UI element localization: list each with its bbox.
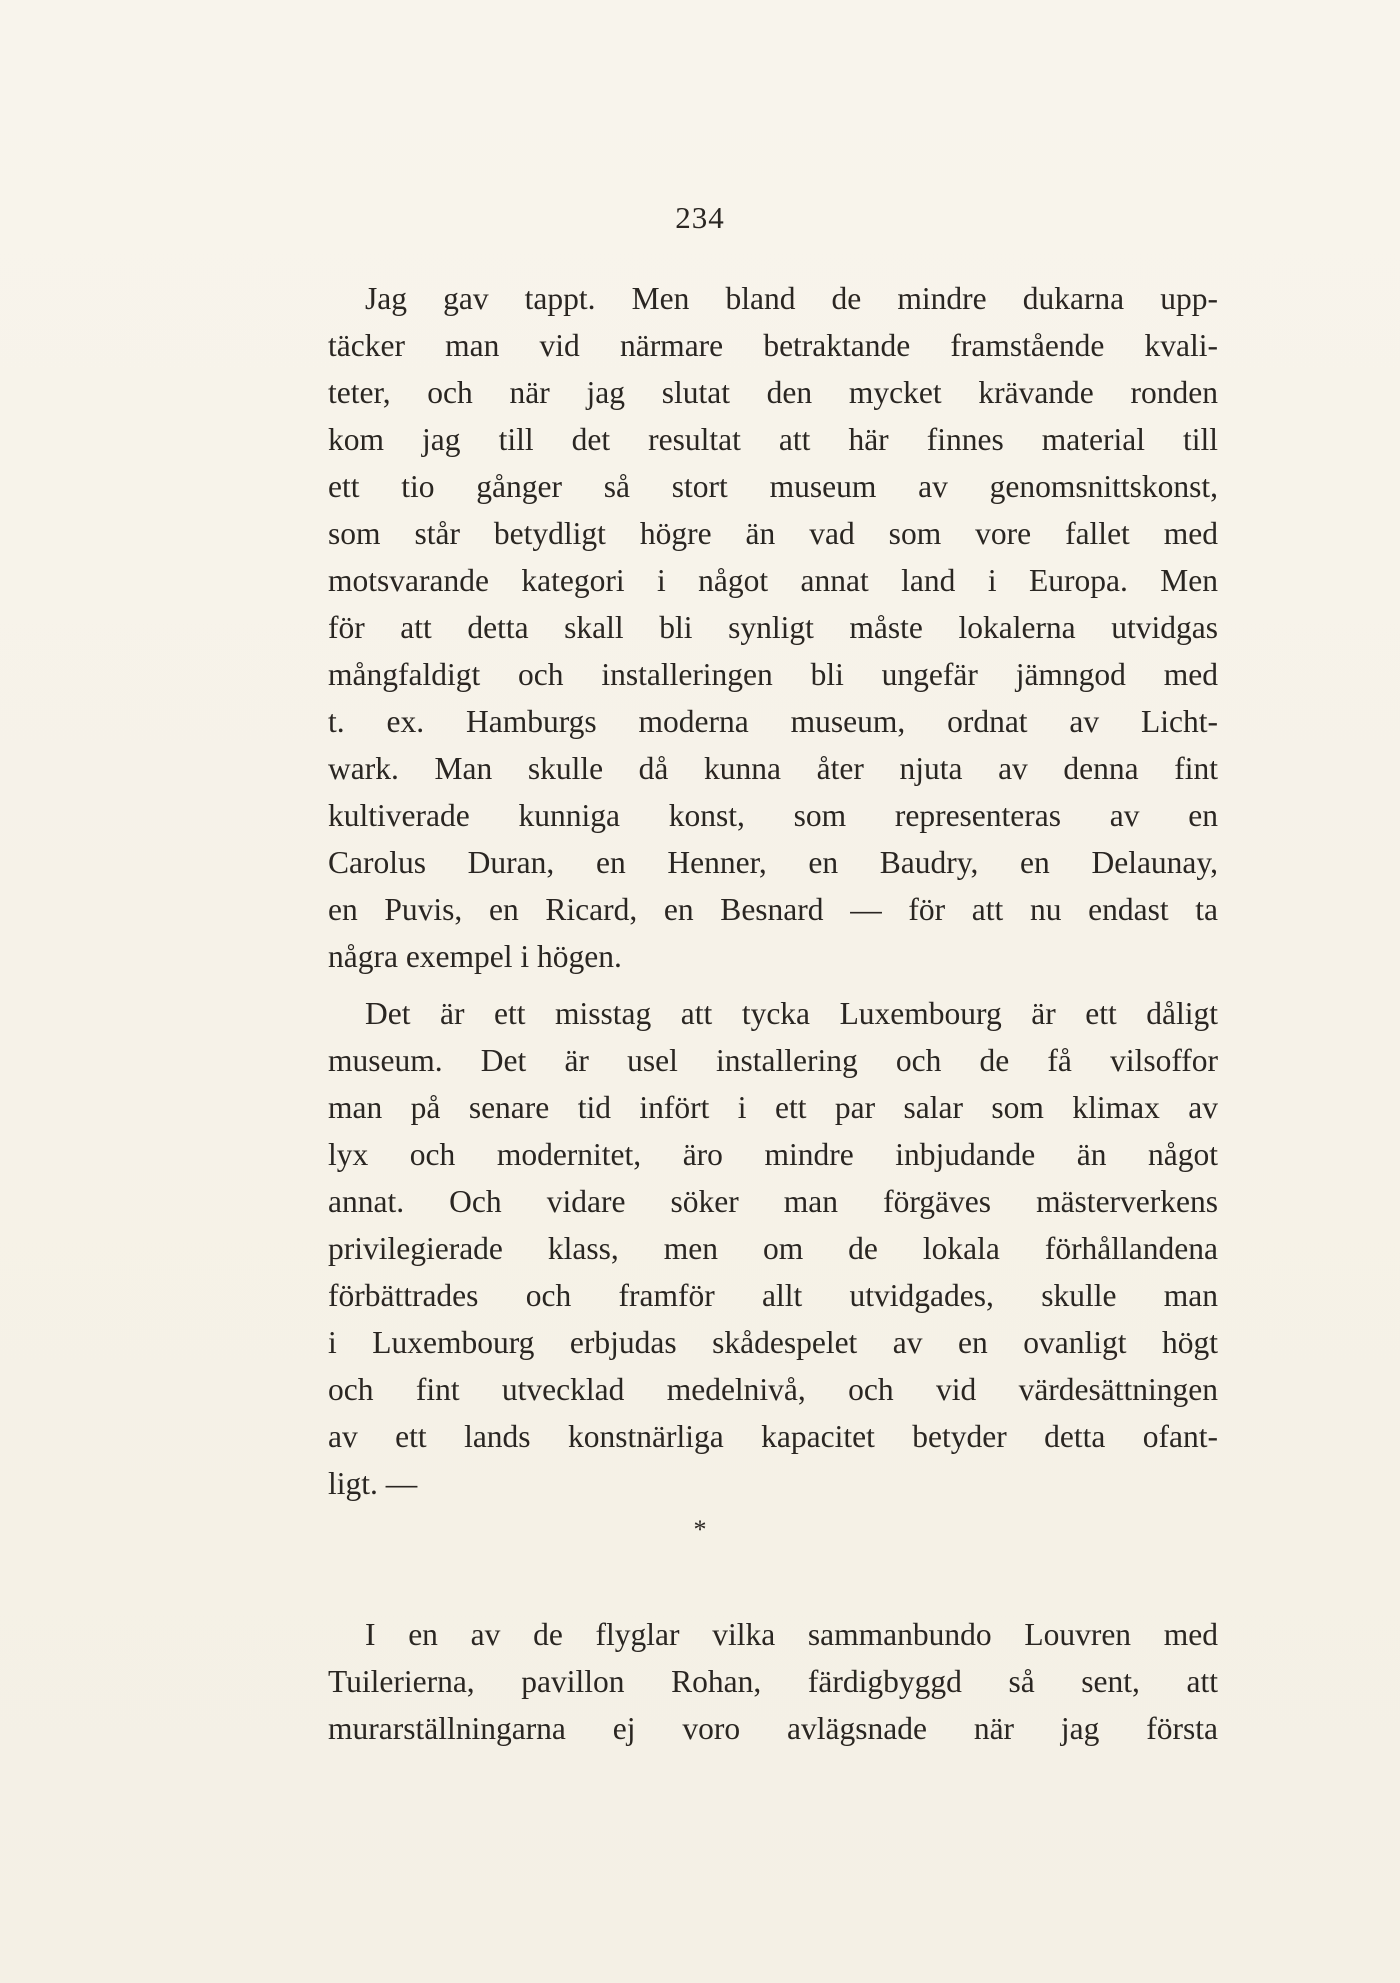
text-line: Carolus Duran, en Henner, en Baudry, en Delaunay, <box>328 845 1218 880</box>
text-line: lyx och modernitet, äro mindre inbjudande än något <box>328 1137 1218 1172</box>
text-line: museum. Det är usel installering och de få vilsoffor <box>328 1043 1218 1078</box>
text-line: man på senare tid infört i ett par salar som klimax av <box>328 1090 1218 1125</box>
text-line: förbättrades och framför allt utvidgades, skulle man <box>328 1278 1218 1313</box>
text-line: en Puvis, en Ricard, en Besnard — för att nu endast ta <box>328 892 1218 927</box>
text-line: ett tio gånger så stort museum av genomsnittskonst, <box>328 469 1218 504</box>
text-line: privilegierade klass, men om de lokala förhållandena <box>328 1231 1218 1266</box>
text-line: av ett lands konstnärliga kapacitet betyder detta ofant- <box>328 1419 1218 1454</box>
text-line: wark. Man skulle då kunna åter njuta av denna fint <box>328 751 1218 786</box>
text-line: teter, och när jag slutat den mycket krävande ronden <box>328 375 1218 410</box>
text-line: Tuilerierna, pavillon Rohan, färdigbyggd så sent, att <box>328 1664 1218 1699</box>
text-line: mångfaldigt och installeringen bli ungefär jämngod med <box>328 657 1218 692</box>
text-line: kultiverade kunniga konst, som representeras av en <box>328 798 1218 833</box>
text-line: murarställningarna ej voro avlägsnade när jag första <box>328 1711 1218 1746</box>
text-line: i Luxembourg erbjudas skådespelet av en ovanligt högt <box>328 1325 1218 1360</box>
text-line: Det är ett misstag att tycka Luxembourg är ett dåligt <box>365 996 1218 1031</box>
text-line: motsvarande kategori i något annat land i Europa. Men <box>328 563 1218 598</box>
text-line: och fint utvecklad medelnivå, och vid värdesättningen <box>328 1372 1218 1407</box>
text-line: kom jag till det resultat att här finnes material till <box>328 422 1218 457</box>
text-line: för att detta skall bli synligt måste lokalerna utvidgas <box>328 610 1218 645</box>
section-break-asterisk: * <box>693 1515 707 1544</box>
page-number: 234 <box>675 200 725 235</box>
text-line: ligt. — <box>328 1466 418 1501</box>
text-line: täcker man vid närmare betraktande framstående kvali- <box>328 328 1218 363</box>
text-line: några exempel i högen. <box>328 939 622 974</box>
text-line: I en av de flyglar vilka sammanbundo Louvren med <box>365 1617 1218 1652</box>
text-line: t. ex. Hamburgs moderna museum, ordnat av Licht- <box>328 704 1218 739</box>
text-line: Jag gav tappt. Men bland de mindre dukarna upp- <box>365 281 1218 316</box>
text-line: som står betydligt högre än vad som vore fallet med <box>328 516 1218 551</box>
text-line: annat. Och vidare söker man förgäves mästerverkens <box>328 1184 1218 1219</box>
